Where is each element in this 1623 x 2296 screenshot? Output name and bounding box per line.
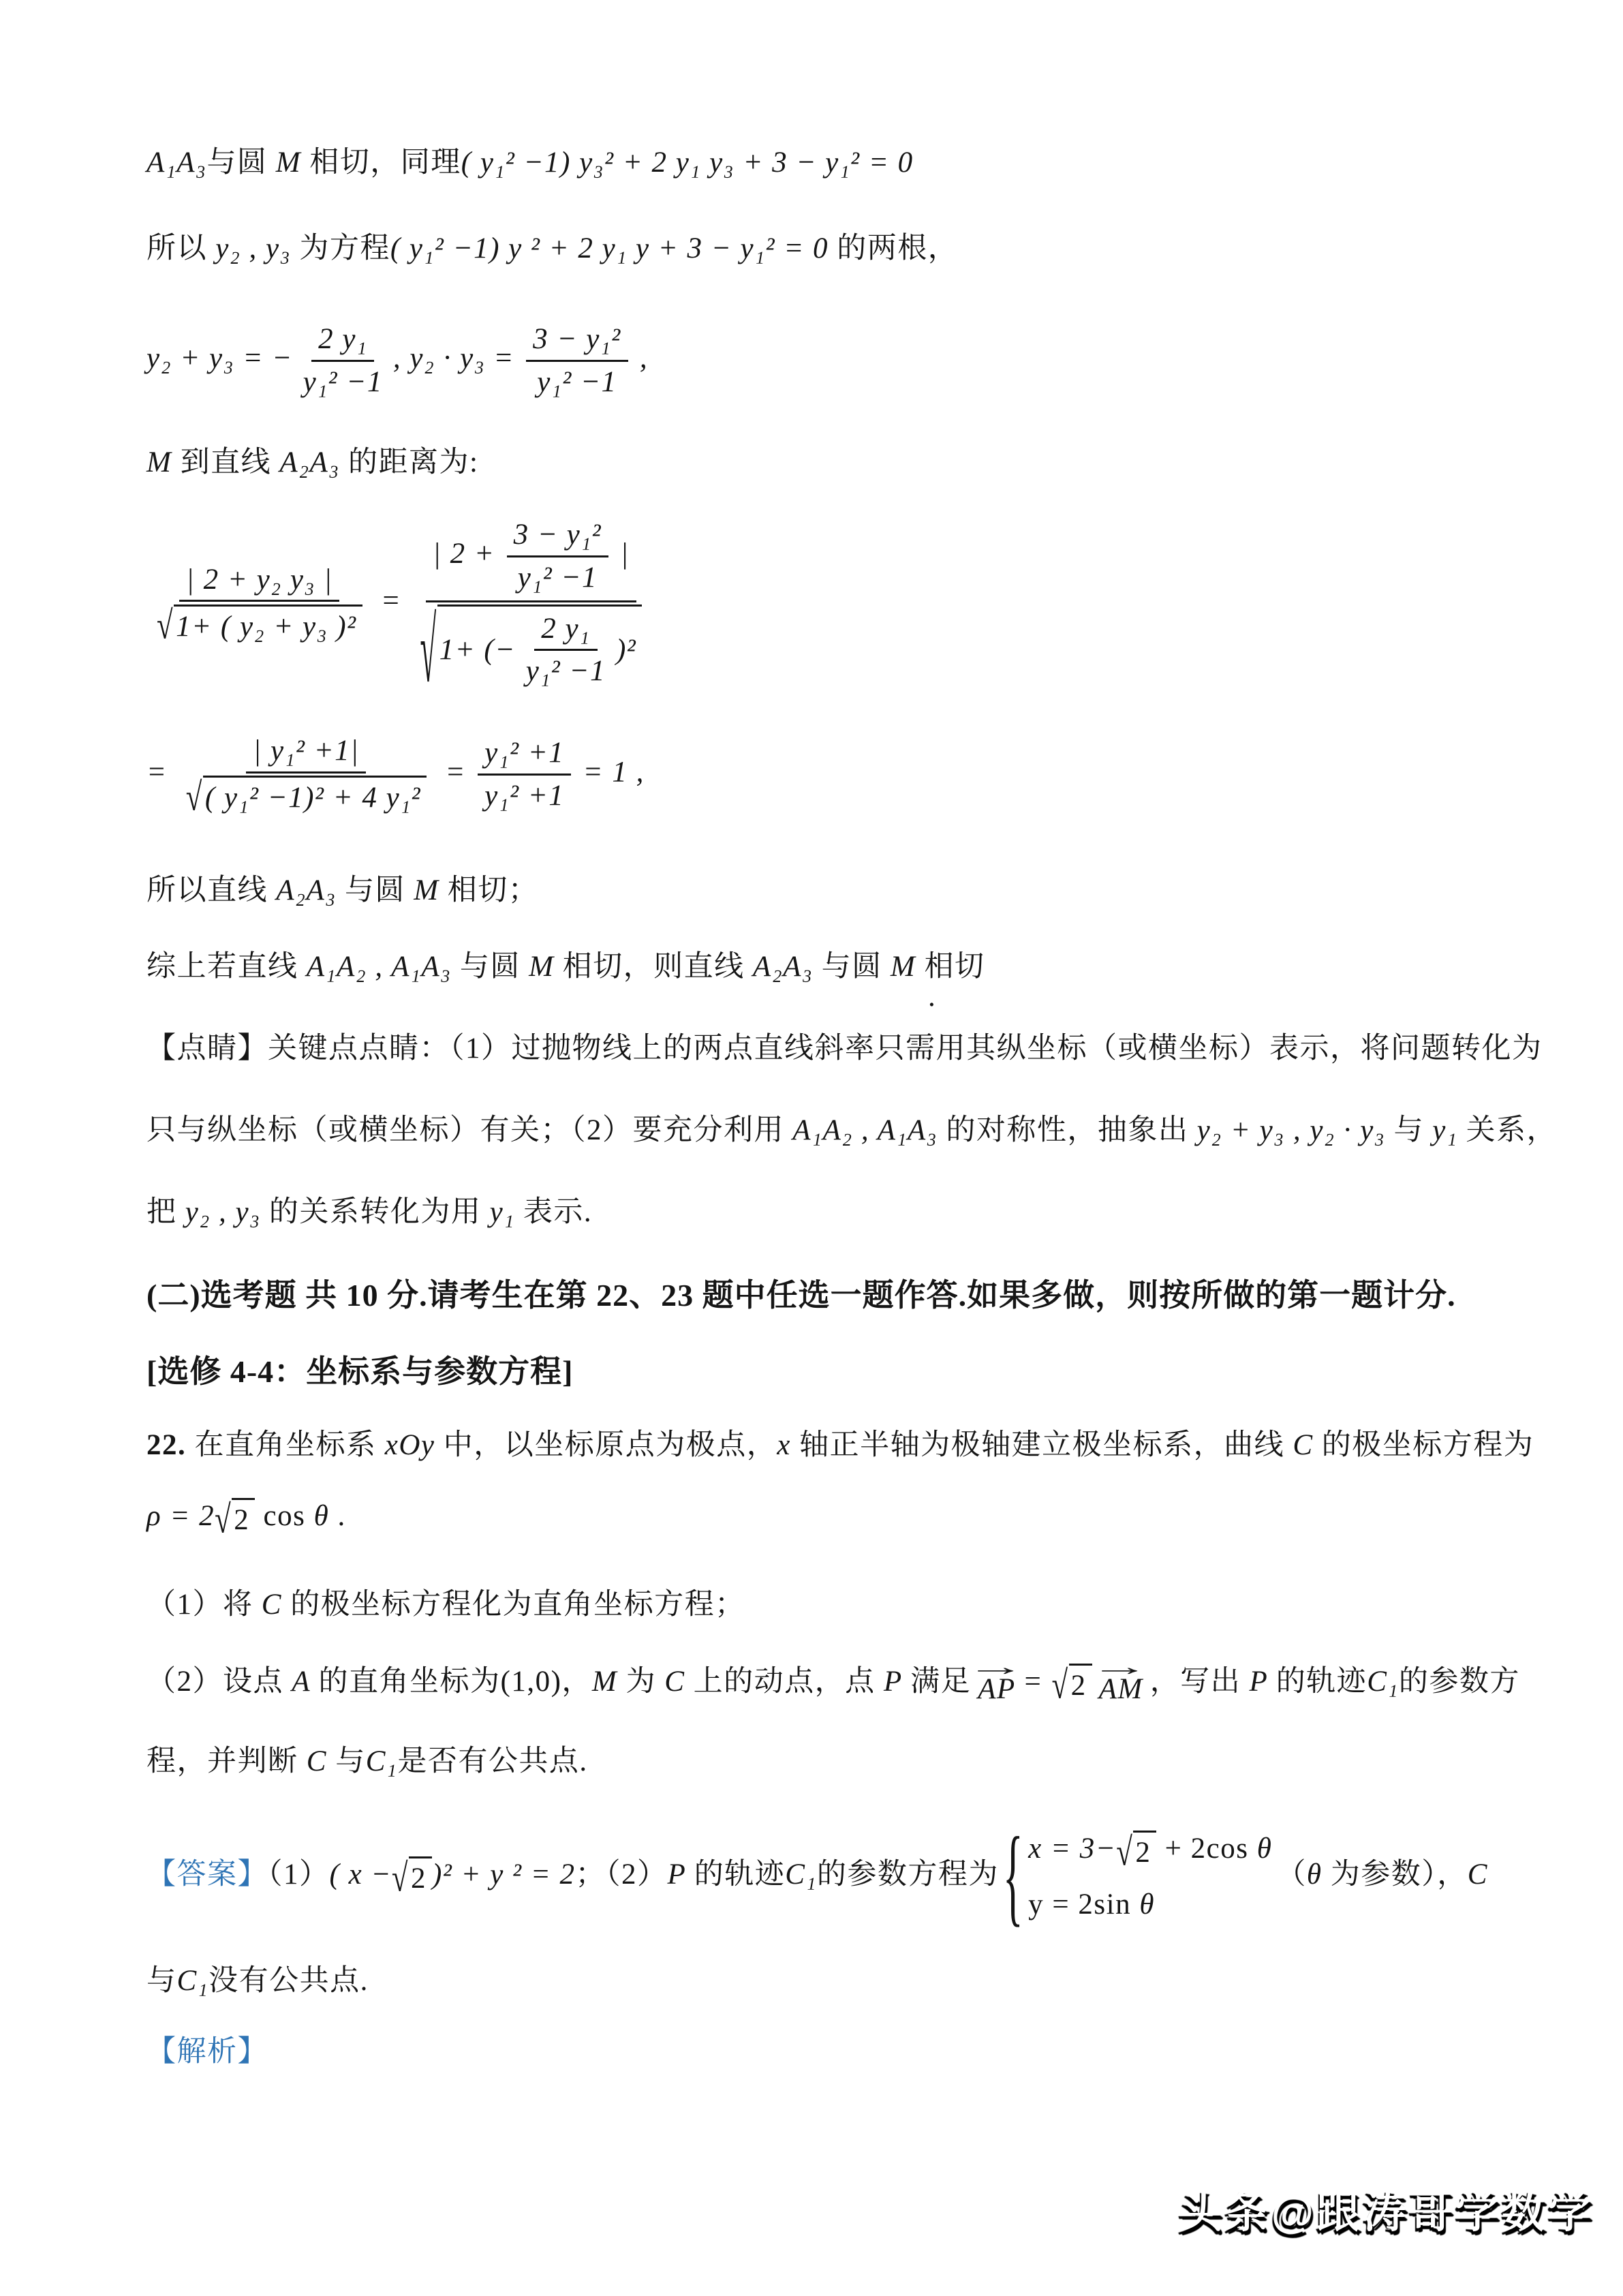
- token: 的参数方程为: [816, 1858, 999, 1891]
- radical: [420, 602, 643, 703]
- token: y₂ + y₃ , y₂ · y₃: [1188, 1114, 1394, 1146]
- token: 2: [234, 1504, 250, 1537]
- token: (1,0): [500, 1665, 562, 1698]
- token: y₁² −1: [525, 655, 606, 688]
- line-distance-intro: [146, 444, 478, 481]
- token: 与圆: [344, 874, 405, 906]
- fraction-denominator: [179, 774, 433, 818]
- radical-body: [437, 604, 643, 692]
- fraction: [150, 560, 369, 647]
- token: （1）将: [146, 1589, 253, 1621]
- token: )² + y ² = 2: [432, 1858, 576, 1891]
- radical-sign: √: [1116, 1831, 1134, 1874]
- equation-row: [1028, 1886, 1272, 1923]
- token: C: [655, 1665, 694, 1698]
- token: = 1 ,: [574, 756, 645, 789]
- token: M: [405, 874, 448, 906]
- fraction-numerator: [526, 319, 628, 362]
- line-q22-polar-equation: [146, 1498, 346, 1542]
- radical-sign: √: [185, 776, 203, 819]
- token: y₁² −1: [517, 561, 598, 594]
- token: 的关系转化为用: [268, 1196, 482, 1228]
- token: | 2 +: [433, 538, 504, 570]
- token: 与: [335, 1745, 366, 1777]
- radical: [185, 776, 427, 819]
- token: 上的动点，点: [693, 1665, 876, 1698]
- token: 与圆: [206, 147, 268, 179]
- radical: [391, 1856, 432, 1900]
- token: ；（2）: [575, 1858, 668, 1891]
- token: =: [146, 756, 176, 789]
- equation-system: [1002, 1816, 1273, 1938]
- token: 轴正半轴为极轴建立极坐标系，曲线: [799, 1429, 1285, 1461]
- token: 综上若直线: [146, 951, 298, 983]
- token: 1+ ( y₂ + y₃ )²: [176, 610, 357, 643]
- token: 相切，同理: [309, 147, 461, 179]
- line-keypoint-3: [146, 1194, 592, 1231]
- token: M: [267, 147, 310, 179]
- token: C₁: [365, 1745, 398, 1777]
- token: y₁² −1: [303, 365, 383, 398]
- token: ( y₁² −1) y ² + 2 y₁ y + 3 − y₁² = 0: [390, 232, 837, 264]
- token: y₂ + y₃ = −: [146, 342, 293, 375]
- token: 为方程: [299, 232, 390, 264]
- token: |: [612, 538, 630, 570]
- line-roots-equation: [146, 230, 958, 267]
- heading-optional-questions: [146, 1276, 1456, 1315]
- radical-body: [174, 604, 362, 645]
- vector: [1089, 1653, 1152, 1708]
- line-conclusion-tangent: [146, 872, 538, 909]
- left-brace: {: [1002, 1816, 1025, 1938]
- vector-base: AM: [1098, 1673, 1143, 1706]
- token: ，写出: [1149, 1665, 1241, 1698]
- token: .: [928, 981, 937, 1013]
- token: P: [875, 1665, 911, 1698]
- token: 与圆: [821, 951, 882, 983]
- token: y₁: [1424, 1114, 1466, 1146]
- fraction-denominator: [511, 557, 604, 598]
- token: P: [667, 1858, 694, 1891]
- fraction-numerator: [534, 609, 597, 652]
- token: 的直角坐标为: [318, 1665, 501, 1698]
- token: 满足: [910, 1665, 972, 1698]
- radical-sign: √: [420, 602, 437, 703]
- token: A₁A₂ , A₁A₃: [784, 1114, 946, 1146]
- radical-body: [1133, 1831, 1156, 1871]
- token: 的对称性，抽象出: [946, 1114, 1189, 1146]
- token: 【答案】: [146, 1858, 268, 1891]
- token: P: [1241, 1665, 1276, 1698]
- token: C: [1467, 1858, 1488, 1891]
- token: 只与纵坐标（或横坐标）有关；（2）要充分利用: [146, 1114, 784, 1146]
- token: 2: [1135, 1837, 1151, 1869]
- token: ( y₁² −1)² + 4 y₁²: [204, 782, 422, 814]
- token: A₁A₂ , A₁A₃: [298, 951, 460, 983]
- token: y = 2sin: [1028, 1888, 1132, 1920]
- token: C₁: [785, 1858, 817, 1891]
- token: cos: [255, 1500, 306, 1532]
- token: 为参数），: [1330, 1858, 1468, 1891]
- fraction-numerator: [246, 731, 366, 774]
- radical-body: [203, 776, 427, 816]
- fraction-numerator: [311, 319, 374, 362]
- token: 为: [625, 1665, 656, 1698]
- radical-sign: √: [1051, 1664, 1069, 1707]
- fraction-denominator: [296, 362, 390, 403]
- token: y₂ , y₃: [207, 232, 300, 264]
- token: y₁² +1: [484, 737, 565, 769]
- token: 3 − y₁²: [533, 323, 621, 355]
- token: A₂A₃: [268, 874, 345, 906]
- token: M: [591, 1665, 626, 1698]
- token: 3 − y₁²: [513, 519, 602, 551]
- token: xOy: [376, 1429, 444, 1461]
- fraction-denominator: [478, 776, 571, 816]
- line-keypoint-2: [146, 1112, 1557, 1149]
- token: A₂A₃: [744, 951, 822, 983]
- token: （: [1276, 1858, 1307, 1891]
- fraction-denominator: [414, 602, 649, 703]
- token: 1+ (−: [439, 633, 516, 666]
- token: y₁: [481, 1196, 523, 1228]
- token: 2 y₁: [318, 323, 368, 355]
- token: 的参数方: [1398, 1665, 1520, 1698]
- token: y₂ , y₃: [176, 1196, 269, 1228]
- token: M: [146, 446, 181, 478]
- token: A₂A₃: [271, 446, 349, 478]
- token: 头条@跟涛哥学数学: [1178, 2188, 1594, 2237]
- line-trailing-period: [928, 979, 936, 1015]
- token: 【解析】: [146, 2036, 268, 2068]
- radical-body: [409, 1856, 432, 1897]
- token: ，: [561, 1665, 592, 1698]
- radical-sign: √: [391, 1856, 409, 1900]
- vector-base: AP: [978, 1673, 1016, 1706]
- vector: [965, 1653, 1028, 1708]
- token: 的轨迹: [694, 1858, 786, 1891]
- token: x: [777, 1429, 800, 1461]
- line-answer-cont: [146, 1963, 369, 2000]
- token: , y₂ · y₃ =: [392, 342, 523, 375]
- radical: [1051, 1664, 1092, 1707]
- radical: [215, 1498, 255, 1542]
- token: （2）设点: [146, 1665, 283, 1698]
- token: 没有公共点.: [208, 1965, 369, 1997]
- token: 把: [146, 1196, 177, 1228]
- label-analysis: [146, 2034, 268, 2070]
- radical-sign: √: [157, 604, 174, 648]
- fraction-numerator: [179, 560, 339, 602]
- token: =: [437, 756, 475, 789]
- line-distance-fraction: [146, 512, 652, 703]
- token: 程，并判断: [146, 1745, 298, 1777]
- fraction: [414, 512, 649, 703]
- token: θ: [1131, 1888, 1155, 1920]
- token: 2: [1070, 1670, 1087, 1702]
- watermark: [1179, 2185, 1594, 2239]
- token: + 2cos: [1156, 1833, 1249, 1865]
- token: 2: [411, 1863, 427, 1895]
- token: 的两根，: [837, 232, 959, 264]
- line-answer: [146, 1816, 1488, 1938]
- token: y₁² −1: [537, 365, 617, 398]
- token: 与: [146, 1965, 177, 1997]
- line-q22-part1: [146, 1587, 745, 1623]
- token: ( y₁² −1) y₃² + 2 y₁ y₃ + 3 − y₁² = 0: [461, 147, 914, 179]
- token: 2 y₁: [541, 612, 591, 645]
- line-q22-stem: [146, 1427, 1534, 1464]
- token: 相切，则直线: [562, 951, 745, 983]
- radical-sign: √: [215, 1498, 232, 1542]
- line-summary-tangent: [146, 949, 985, 985]
- token: 的极坐标方程为: [1321, 1429, 1534, 1461]
- token: ( x −: [329, 1858, 392, 1891]
- line-q22-part2b: [146, 1743, 588, 1780]
- token: C₁: [1367, 1665, 1399, 1698]
- token: θ: [1248, 1833, 1273, 1865]
- token: A₁A₃: [146, 147, 207, 179]
- fraction: [296, 319, 390, 403]
- line-q22-part2a: [146, 1653, 1520, 1708]
- token: C: [298, 1745, 336, 1777]
- fraction-denominator: [530, 362, 623, 403]
- token: 22.: [146, 1429, 195, 1461]
- token: C: [253, 1589, 291, 1621]
- fraction: [526, 319, 628, 403]
- token: M: [520, 951, 563, 983]
- token: θ: [1306, 1858, 1331, 1891]
- token: 在直角坐标系: [194, 1429, 377, 1461]
- token: 关系，: [1466, 1114, 1558, 1146]
- token: C₁: [176, 1965, 209, 1997]
- token: （1）: [268, 1858, 330, 1891]
- token: [选修 4-4：坐标系与参数方程]: [146, 1354, 574, 1389]
- token: 中，以坐标原点为极点，: [443, 1429, 777, 1461]
- fraction: [507, 515, 608, 598]
- token: .: [337, 1500, 346, 1532]
- fraction: [179, 731, 433, 818]
- token: 是否有公共点.: [397, 1745, 588, 1777]
- token: θ: [305, 1500, 338, 1532]
- token: 表示.: [523, 1196, 593, 1228]
- token: 的轨迹: [1276, 1665, 1367, 1698]
- token: x = 3−: [1028, 1833, 1117, 1865]
- token: =: [1022, 1665, 1052, 1698]
- token: (二)选考题 共 10 分.请考生在第 22、23 题中任选一题作答.如果多做，则按所做的第一题计分.: [146, 1278, 1456, 1313]
- token: 的距离为:: [348, 446, 479, 478]
- token: 的极坐标方程化为直角坐标方程；: [290, 1589, 745, 1621]
- line-vieta-formulas: [146, 319, 648, 403]
- fraction-numerator: [507, 515, 608, 557]
- token: 相切；: [447, 874, 539, 906]
- fraction-numerator: [478, 733, 571, 776]
- token: ρ = 2: [146, 1500, 215, 1532]
- token: 所以直线: [146, 874, 268, 906]
- fraction-denominator: [150, 602, 369, 647]
- fraction-numerator: [426, 512, 636, 602]
- token: )²: [615, 633, 637, 666]
- token: 相切: [924, 951, 985, 983]
- token: 与: [1393, 1114, 1424, 1146]
- line-tangent-a1a3: [146, 144, 914, 181]
- equation-row: [1028, 1831, 1273, 1874]
- token: | y₁² +1|: [253, 735, 360, 767]
- line-keypoint-1: [146, 1030, 1543, 1067]
- token: 到直线: [180, 446, 272, 478]
- token: | 2 + y₂ y₃ |: [186, 563, 333, 596]
- token: =: [372, 584, 410, 617]
- token: 【点睛】关键点点睛：（1）过抛物线上的两点直线斜率只需用其纵坐标（或横坐标）表示，将问题转化为: [146, 1032, 1543, 1065]
- token: y₁² +1: [484, 779, 565, 812]
- token: ,: [631, 342, 649, 375]
- token: A: [283, 1665, 319, 1698]
- radical-body: [232, 1498, 255, 1539]
- heading-elective-4-4: [146, 1352, 573, 1392]
- vector-arrow: →: [965, 1653, 1028, 1681]
- line-distance-simplified: [146, 731, 645, 818]
- radical: [157, 604, 362, 648]
- radical-body: [1069, 1664, 1092, 1704]
- radical: [1116, 1831, 1156, 1874]
- vector-arrow: →: [1089, 1653, 1152, 1681]
- token: M: [882, 951, 925, 983]
- fraction: [519, 609, 613, 692]
- token: 所以: [146, 232, 207, 264]
- fraction-denominator: [519, 651, 613, 692]
- equation-system-rows: [1028, 1831, 1272, 1923]
- token: C: [1284, 1429, 1322, 1461]
- fraction: [478, 733, 571, 816]
- token: 与圆: [459, 951, 521, 983]
